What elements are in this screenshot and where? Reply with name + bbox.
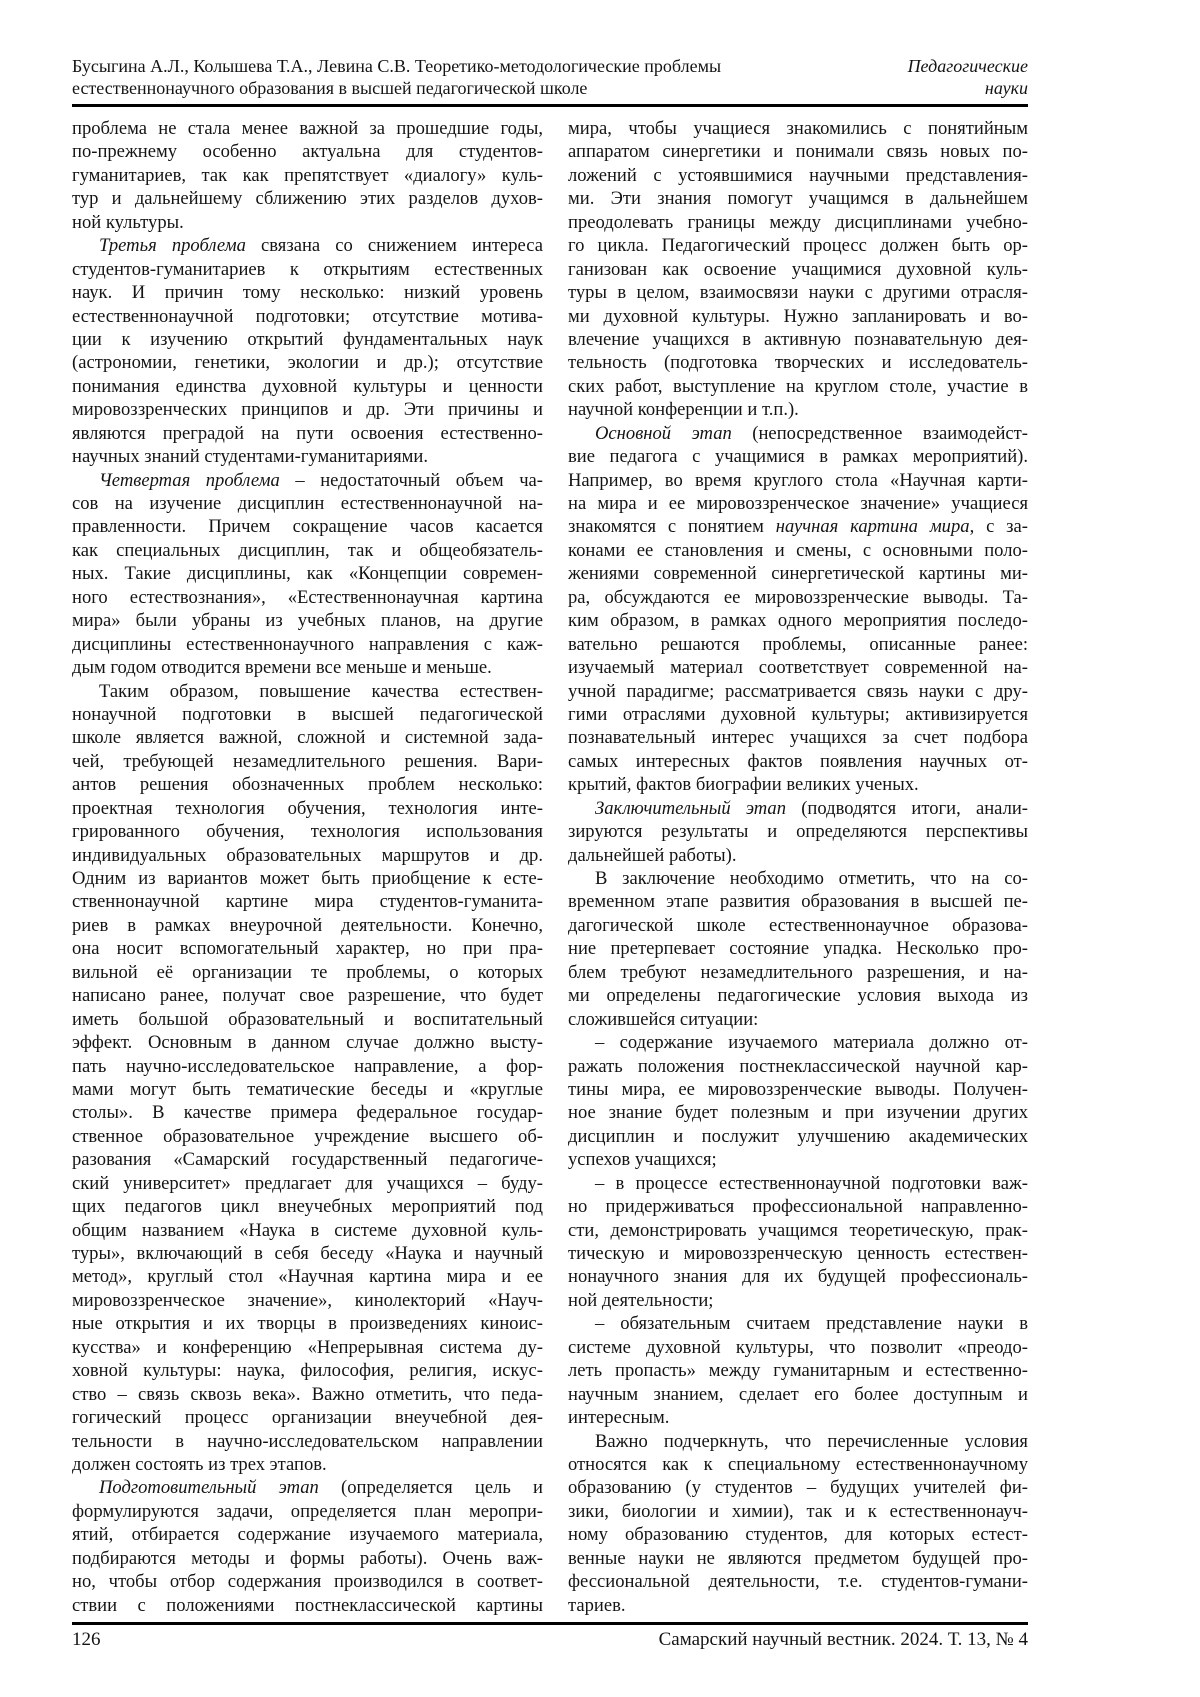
- text-line: ми духовной культуры. Нужно запланировать и во-: [568, 305, 1028, 327]
- text-line: дагогической школе естественнонаучное образова-: [568, 914, 1028, 936]
- text-line: ные открытия и их творцы в произведениях киноис-: [72, 1313, 543, 1335]
- text-line: как специальных дисциплин, так и общеобязатель-: [72, 539, 543, 561]
- running-header: [72, 56, 1028, 107]
- text-line: она носит вспомогательный характер, но при пра-: [72, 938, 543, 960]
- text-line: столы». В качестве примера федеральное государ-: [72, 1102, 543, 1124]
- text-line: влечение учащихся в активную познавательную дея-: [568, 328, 1028, 350]
- text-line: – обязательным считаем представление науки в: [595, 1313, 1028, 1335]
- text-line: кусства» и конференцию «Непрерывная система ду-: [72, 1336, 543, 1358]
- text-line: Таким образом, повышение качества естествен-: [99, 680, 543, 702]
- text-line: на мира и ее мировоззренческое значение» учащиеся: [568, 493, 1028, 514]
- text-line: метод», круглый стол «Научная картина мира и ее: [72, 1266, 543, 1288]
- text-line: эффект. Основным в данном случае должно высту-: [72, 1032, 543, 1054]
- text-line: сти, демонстрировать учащимся теоретическую, прак-: [568, 1219, 1028, 1241]
- text-line: интересным.: [568, 1407, 670, 1429]
- text-line: тариев.: [568, 1594, 626, 1616]
- text-line: туры в целом, взаимосвязи науки с другими отрасля-: [568, 282, 1028, 304]
- text-line: ким образом, в рамках одного мероприятия последо-: [568, 610, 1028, 632]
- text-line: сов на изучение дисциплин естественнонаучной на-: [72, 493, 543, 514]
- text-line: мира, чтобы учащиеся знакомились с понятийным: [568, 118, 1028, 139]
- text-line: Четвертая проблема – недостаточный объем ча-: [99, 469, 543, 491]
- text-line: учной парадигме; рассматривается связь науки с дру-: [568, 680, 1028, 702]
- column-right: [568, 117, 1028, 1617]
- text-line: но придерживаться профессиональной направленно-: [568, 1196, 1028, 1218]
- text-line: зируются результаты и определяются перспективы: [568, 821, 1028, 843]
- text-line: студентов-гуманитариев к открытиям естественных: [72, 258, 543, 280]
- text-line: ции к изучению открытий фундаментальных наук: [72, 328, 543, 350]
- text-line: ной культуры.: [72, 211, 184, 233]
- text-line: разования «Самарский государственный педагогиче-: [72, 1149, 543, 1171]
- text-line: самых интересных фактов появления научных от-: [568, 750, 1028, 772]
- text-line: научных знаний студентами-гуманитариями.: [72, 446, 429, 468]
- page-number: 126: [72, 1629, 101, 1650]
- running-head-line1: Бусыгина А.Л., Колышева Т.А., Левина С.В. Теоретико-методологические проблемы: [72, 56, 722, 76]
- text-line: тур и дальнейшему сближению этих разделов духов-: [72, 188, 543, 210]
- text-line: В заключение необходимо отметить, что на со-: [595, 868, 1028, 889]
- text-line: формулируются задачи, определяется план меропри-: [72, 1500, 543, 1522]
- text-line: ми. Эти знания помогут учащимся в дальнейшем: [568, 188, 1028, 210]
- text-line: гуманитариев, так как препятствует «диалогу» куль-: [72, 164, 543, 186]
- text-line: Заключительный этап (подводятся итоги, анали-: [595, 797, 1028, 819]
- text-line: мировоззренческих принципов и др. Эти причины и: [72, 399, 543, 421]
- text-line: леть пропасть» между гуманитарным и естественно-: [568, 1360, 1028, 1382]
- text-line: ятий, отбирается содержание изучаемого материала,: [72, 1524, 543, 1546]
- text-line: ственное образовательное учреждение высшего об-: [72, 1125, 543, 1147]
- text-line: научной конференции и т.п.).: [568, 399, 799, 421]
- text-line: ражать положения постнеклассической научной кар-: [568, 1055, 1028, 1077]
- text-line: понимания единства духовной культуры и ценности: [72, 375, 543, 397]
- text-line: пать научно-исследовательское направление, а фор-: [72, 1055, 543, 1077]
- text-line: научным знанием, сделает его более доступным и: [568, 1383, 1028, 1405]
- text-line: Важно подчеркнуть, что перечисленные условия: [595, 1430, 1028, 1452]
- text-line: Третья проблема связана со снижением интереса: [99, 235, 543, 257]
- text-line: ного естествознания», «Естественнонаучная картина: [72, 586, 543, 608]
- text-line: общим названием «Наука в системе духовной куль-: [72, 1219, 543, 1241]
- text-line: ной деятельности;: [568, 1289, 714, 1311]
- text-line: ганизован как освоение учащимися духовной куль-: [568, 258, 1028, 280]
- text-line: ра, обсуждаются ее мировоззренческие выводы. Та-: [568, 586, 1028, 608]
- text-line: ному образованию студентов, для которых естест-: [568, 1524, 1028, 1546]
- text-line: ное знание будет полезным и при изучении других: [568, 1102, 1028, 1124]
- text-line: вильной её организации те проблемы, о которых: [72, 961, 543, 983]
- text-line: крытий, фактов биографии великих ученых.: [568, 774, 919, 796]
- text-line: мира» были убраны из учебных планов, на другие: [72, 610, 543, 632]
- text-line: дисциплин и послужит улучшению академических: [568, 1125, 1028, 1147]
- text-line: нонаучной подготовки в высшей педагогической: [72, 703, 543, 725]
- text-line: – в процессе естественнонаучной подготовки важ-: [595, 1172, 1028, 1194]
- text-line: проблема не стала менее важной за прошедшие годы,: [72, 118, 543, 139]
- text-line: фессиональной деятельности, т.е. студентов-гумани-: [568, 1571, 1028, 1593]
- text-line: иметь большой образовательный и воспитательный: [72, 1008, 543, 1030]
- text-line: познавательный интерес учащихся за счет подбора: [568, 727, 1028, 749]
- text-line: вие педагога с учащимися в рамках мероприятий).: [568, 446, 1028, 468]
- text-line: тическую и мировоззренческую ценность естествен-: [568, 1243, 1028, 1264]
- text-line: дисциплины естественнонаучного направления с каж-: [72, 633, 543, 655]
- text-line: относятся как к специальному естественнонаучному: [568, 1453, 1028, 1475]
- text-line: тельности в научно-исследовательском направлении: [72, 1430, 543, 1452]
- text-line: туры», включающий в себя беседу «Наука и научный: [72, 1243, 543, 1264]
- text-line: но, чтобы отбор содержания производился в соответ-: [72, 1571, 543, 1593]
- running-head-line2: естественнонаучного образования в высшей педагогической школе: [72, 77, 588, 98]
- text-line: конами ее становления и смены, с основными поло-: [568, 539, 1028, 561]
- text-line: аппаратом синергетики и понимали связь новых по-: [568, 141, 1028, 163]
- text-line: ство – связь сквозь века». Важно отметить, что педа-: [72, 1383, 543, 1405]
- text-line: образованию (у студентов – будущих учителей фи-: [568, 1477, 1028, 1499]
- text-line: временном этапе развития образования в высшей пе-: [568, 891, 1028, 913]
- text-line: – содержание изучаемого материала должно от-: [595, 1032, 1028, 1054]
- text-line: жениями современной синергетической картины ми-: [568, 563, 1028, 585]
- text-line: индивидуальных образовательных маршрутов и др.: [72, 844, 543, 866]
- text-line: ние претерпевает состояние упадка. Несколько про-: [568, 938, 1028, 960]
- text-line: дальнейшей работы).: [568, 844, 737, 866]
- running-head-section: [908, 56, 1028, 99]
- text-line: дым годом отводится времени все меньше и меньше.: [72, 657, 492, 679]
- text-line: зики, биологии и химии), так и к естественнонауч-: [568, 1500, 1028, 1522]
- text-line: Одним из вариантов может быть приобщение к есте-: [72, 868, 543, 889]
- text-line: изучаемый материал соответствует современной на-: [568, 657, 1028, 679]
- text-line: ховной культуры: наука, философия, религия, искус-: [72, 1360, 543, 1382]
- text-line: щих педагогов цикл внеучебных мероприятий под: [72, 1196, 543, 1218]
- text-line: ских работ, выступление на круглом столе, участие в: [568, 375, 1028, 397]
- page-content: [72, 56, 1028, 1651]
- text-line: ложений с устоявшимися научными представления-: [568, 164, 1028, 186]
- text-line: ствии с положениями постнеклассической картины: [72, 1594, 543, 1616]
- running-head-article: [72, 56, 721, 99]
- text-line: венные науки не являются предметом будущей про-: [568, 1547, 1028, 1569]
- text-line: должен состоять из трех этапов.: [72, 1453, 327, 1475]
- text-line: ственнонаучной картине мира студентов-гуманита-: [72, 891, 543, 913]
- two-column-body: [72, 117, 1028, 1617]
- text-line: Подготовительный этап (определяется цель и: [99, 1477, 543, 1499]
- text-line: написано ранее, получат свое разрешение, что будет: [72, 985, 543, 1007]
- column-left: [72, 117, 543, 1617]
- text-line: риев в рамках внеурочной деятельности. Конечно,: [72, 914, 543, 936]
- text-line: правленности. Причем сокращение часов касается: [72, 516, 543, 538]
- section-label-line1: Педагогические: [907, 56, 1028, 76]
- text-line: подбираются методы и формы работы). Очень важ-: [72, 1547, 543, 1569]
- text-line: ский университет» предлагает для учащихся – буду-: [72, 1172, 543, 1194]
- text-line: знакомятся с понятием научная картина мира, с за-: [568, 516, 1028, 538]
- text-line: являются преградой на пути освоения естественно-: [72, 422, 543, 444]
- text-line: гогический процесс организации внеучебной дея-: [72, 1407, 543, 1429]
- text-line: системе духовной культуры, что позволит «преодо-: [568, 1336, 1028, 1358]
- text-line: антов решения обозначенных проблем несколько:: [72, 774, 543, 796]
- text-line: школе является важной, сложной и системной зада-: [72, 727, 543, 749]
- text-line: преодолевать границы между дисциплинами учебно-: [568, 211, 1028, 233]
- text-line: наук. И причин тому несколько: низкий уровень: [72, 282, 543, 304]
- text-line: чей, требующей незамедлительного решения. Вари-: [72, 750, 543, 772]
- text-line: гими отраслями духовной культуры; активизируется: [568, 703, 1028, 725]
- text-line: по-прежнему особенно актуальна для студентов-: [72, 141, 543, 163]
- text-line: нонаучного знания для их будущей профессиональ-: [568, 1266, 1028, 1288]
- text-line: ных. Такие дисциплины, как «Концепции современ-: [72, 563, 543, 585]
- journal-title: Самарский научный вестник. 2024. Т. 13, № 4: [658, 1629, 1028, 1650]
- text-line: (астрономии, генетики, экологии и др.); отсутствие: [72, 352, 543, 374]
- text-line: тины мира, ее мировоззренческие выводы. Получен-: [568, 1078, 1028, 1100]
- page-footer: [72, 1622, 1028, 1651]
- text-line: успехов учащихся;: [568, 1149, 717, 1171]
- text-line: мами могут быть тематические беседы и «круглые: [72, 1078, 543, 1100]
- section-label-line2: науки: [984, 77, 1028, 98]
- text-line: вательно решаются проблемы, описанные ранее:: [568, 633, 1028, 655]
- text-line: грированного обучения, технология использования: [72, 821, 543, 843]
- text-line: го цикла. Педагогический процесс должен быть ор-: [568, 235, 1028, 257]
- text-line: сложившейся ситуации:: [568, 1008, 759, 1030]
- text-line: ми определены педагогические условия выхода из: [568, 985, 1028, 1007]
- text-line: естественнонаучной подготовки; отсутствие мотива-: [72, 305, 543, 327]
- text-line: мировоззренческое значение», кинолекторий «Науч-: [72, 1289, 543, 1311]
- text-line: блем требуют незамедлительного разрешения, и на-: [568, 961, 1028, 983]
- text-line: Например, во время круглого стола «Научная карти-: [568, 469, 1028, 491]
- text-line: проектная технология обучения, технология инте-: [72, 797, 543, 819]
- text-line: Основной этап (непосредственное взаимодейст-: [595, 422, 1028, 444]
- text-line: тельность (подготовка творческих и исследователь-: [568, 352, 1028, 374]
